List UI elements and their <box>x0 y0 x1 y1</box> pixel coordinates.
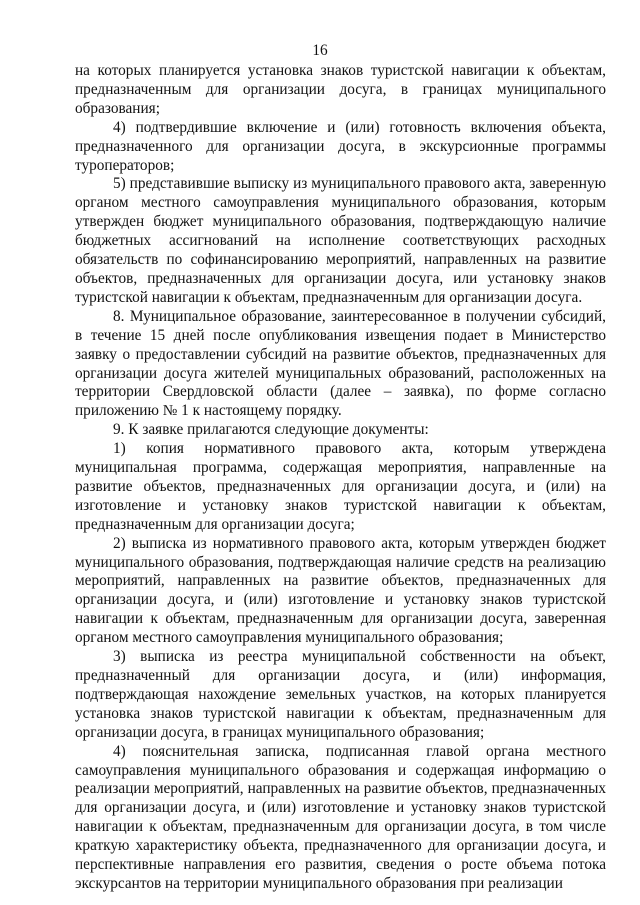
paragraph-doc-item-3: 3) выписка из реестра муниципальной собственности на объект, предназначенный для организации досуга, и (или) информация, подтверждающая нахождение земельных участков, на которых планируется установка знаков туристской навигации к объектам, предназначенным для организации досуга, в границах муниципального образования; <box>75 648 606 741</box>
paragraph-item-5: 5) представившие выписку из муниципального правового акта, заверенную органом местного самоуправления муниципального образования, которым утвержден бюджет муниципального образования, подтверждающую наличие бюджетных ассигнований на исполнение соответствующих расходных обязательств по софинансированию мероприятий, направленных на развитие объектов, предназначенных для организации досуга, или установку знаков туристской навигации к объектам, предназначенным для организации досуга. <box>75 175 606 306</box>
paragraph-doc-item-4: 4) пояснительная записка, подписанная главой органа местного самоуправления муниципального образования и содержащая информацию о реализации мероприятий, направленных на развитие объектов, предназначенных для организации досуга, и (или) изготовление и установку знаков туристской навигации к объектам, предназначенным для организации досуга, в том числе краткую характеристику объекта, предназначенного для организации досуга, и перспективные направления его развития, сведения о росте объема потока экскурсантов на территории муниципального образования при реализации <box>75 742 606 892</box>
page-number: 16 <box>312 42 328 59</box>
paragraph-doc-item-1: 1) копия нормативного правового акта, которым утверждена муниципальная программа, содержащая мероприятия, направленные на развитие объектов, предназначенных для организации досуга, и (или) на изготовление и установку знаков туристской навигации к объектам, предназначенным для организации досуга; <box>75 440 606 533</box>
document-body <box>75 62 606 894</box>
paragraph-section-8: 8. Муниципальное образование, заинтересованное в получении субсидий, в течение 15 дней после опубликования извещения подает в Министерство заявку о предоставлении субсидий на развитие объектов, предназначенных для организации досуга жителей муниципальных образований, расположенных на территории Свердловской области (далее – заявка), по форме согласно приложению № 1 к настоящему порядку. <box>75 307 606 420</box>
paragraph-section-9: 9. К заявке прилагаются следующие документы: <box>113 421 429 439</box>
paragraph-doc-item-2: 2) выписка из нормативного правового акта, которым утвержден бюджет муниципального образования, подтверждающая наличие средств на реализацию мероприятий, направленных на развитие объектов, предназначенных для организации досуга, и (или) изготовление и установку знаков туристской навигации к объектам, предназначенным для организации досуга, заверенная органом местного самоуправления муниципального образования; <box>75 534 606 647</box>
paragraph-continuation: на которых планируется установка знаков туристской навигации к объектам, предназначенным для организации досуга, в границах муниципального образования; <box>75 62 606 117</box>
paragraph-item-4: 4) подтвердившие включение и (или) готовность включения объекта, предназначенного для организации досуга, в экскурсионные программы туроператоров; <box>75 118 606 174</box>
